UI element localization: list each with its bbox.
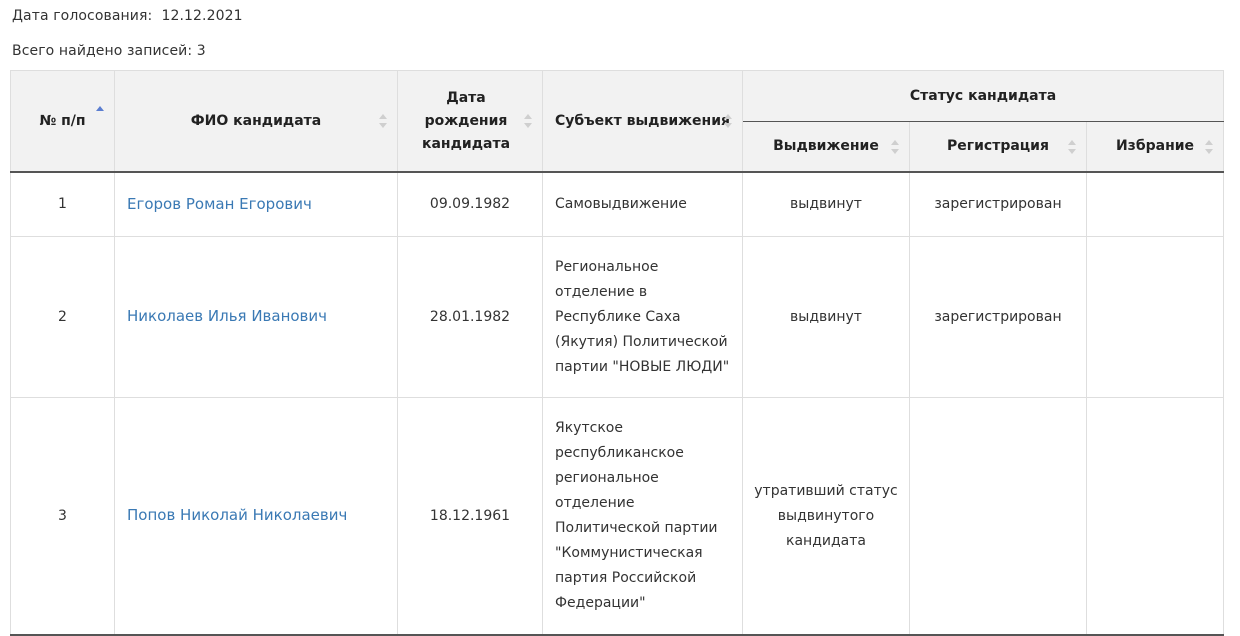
sort-arrows-icon: [524, 114, 532, 128]
records-count: Всего найдено записей: 3: [12, 43, 206, 59]
candidate-link[interactable]: Попов Николай Николаевич: [127, 506, 348, 524]
cell-subject: Якутское республиканское региональное отделение Политической партии "Коммунистическая партия Российской Федерации": [543, 398, 743, 636]
cell-nomination: выдвинут: [743, 237, 910, 398]
sort-arrows-icon: [891, 140, 899, 154]
cell-registration: зарегистрирован: [910, 237, 1087, 398]
cell-registration: зарегистрирован: [910, 172, 1087, 237]
cell-name: [115, 172, 398, 237]
candidate-link[interactable]: Николаев Илья Иванович: [127, 307, 328, 325]
header-nomination-label: Выдвижение: [773, 138, 879, 154]
cell-birth: 18.12.1961: [398, 398, 543, 636]
vote-date-value: 12.12.2021: [161, 8, 243, 24]
header-election[interactable]: [1087, 122, 1224, 173]
sort-asc-icon: [96, 106, 104, 120]
header-num[interactable]: [11, 71, 115, 173]
sort-arrows-icon: [379, 114, 387, 128]
cell-election: [1087, 398, 1224, 636]
header-num-label: № п/п: [39, 112, 86, 129]
header-birth-label: Дата рождения кандидата: [421, 89, 511, 152]
cell-name: [115, 237, 398, 398]
vote-date: [12, 8, 243, 24]
cell-birth: 28.01.1982: [398, 237, 543, 398]
header-birth[interactable]: [398, 71, 543, 173]
header-status-group: Статус кандидата: [743, 71, 1224, 122]
cell-subject: Региональное отделение в Республике Саха (Якутия) Политической партии "НОВЫЕ ЛЮДИ": [543, 237, 743, 398]
candidates-table: [10, 70, 1224, 636]
cell-election: [1087, 237, 1224, 398]
table-row: [11, 172, 1224, 237]
cell-nomination: утративший статус выдвинутого кандидата: [743, 398, 910, 636]
cell-election: [1087, 172, 1224, 237]
cell-registration: [910, 398, 1087, 636]
cell-num: 3: [11, 398, 115, 636]
header-nomination[interactable]: [743, 122, 910, 173]
header-name[interactable]: [115, 71, 398, 173]
vote-date-label: Дата голосования:: [12, 8, 153, 24]
header-name-label: ФИО кандидата: [190, 112, 322, 129]
table-row: [11, 398, 1224, 636]
cell-birth: 09.09.1982: [398, 172, 543, 237]
table-row: [11, 237, 1224, 398]
header-registration-label: Регистрация: [947, 138, 1049, 154]
header-registration[interactable]: [910, 122, 1087, 173]
candidate-link[interactable]: Егоров Роман Егорович: [127, 194, 312, 213]
cell-num: 1: [11, 172, 115, 237]
header-subject-label: Субъект выдвижения: [554, 112, 731, 129]
header-subject[interactable]: [543, 71, 743, 173]
cell-subject: Самовыдвижение: [543, 172, 743, 237]
cell-num: 2: [11, 237, 115, 398]
sort-arrows-icon: [724, 114, 732, 128]
sort-arrows-icon: [1205, 140, 1213, 154]
cell-name: [115, 398, 398, 636]
cell-nomination: выдвинут: [743, 172, 910, 237]
header-election-label: Избрание: [1115, 138, 1195, 154]
sort-arrows-icon: [1068, 140, 1076, 154]
